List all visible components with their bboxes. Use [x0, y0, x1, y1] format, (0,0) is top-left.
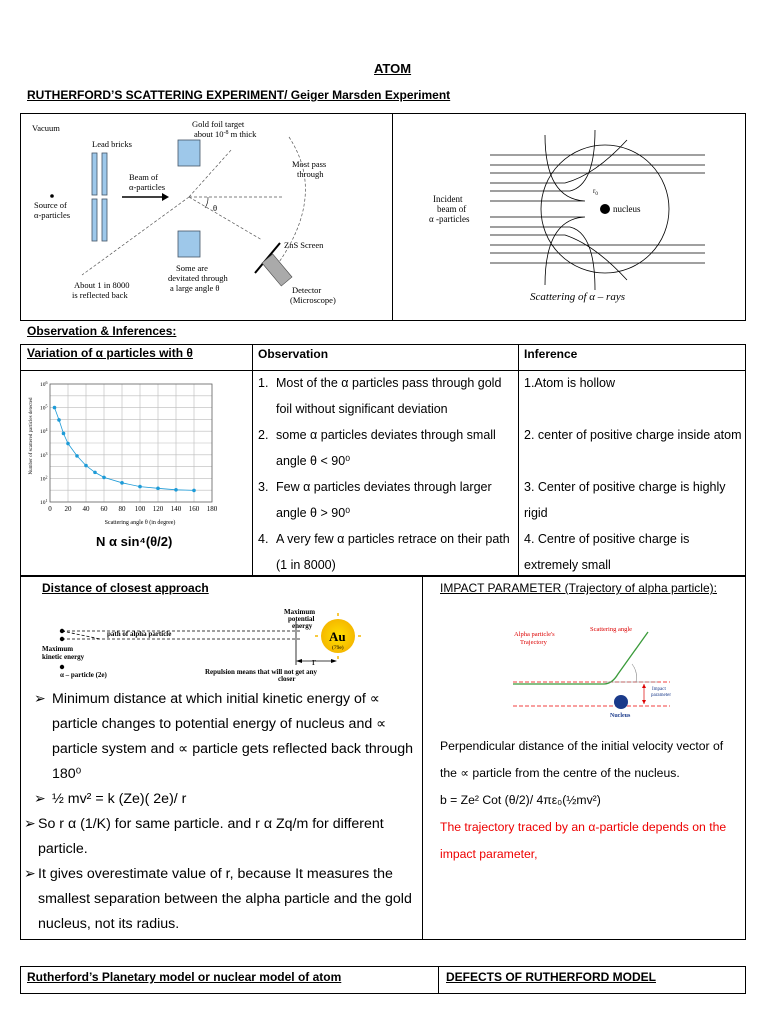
- closest-point-4: ➢ It gives overestimate value of r, because It measures the smallest separation between the alpha particle and the gold nucleus, not its radius.: [24, 866, 412, 932]
- observation-heading: Observation & Inferences:: [27, 324, 177, 338]
- section-heading: RUTHERFORD’S SCATTERING EXPERIMENT/ Geiger Marsden Experiment: [27, 88, 451, 102]
- chart-yticks: [40, 380, 48, 506]
- rutherford-model-heading: Rutherford’s Planetary model or nuclear model of atom: [27, 970, 342, 984]
- impact-formula: b = Ze² Cot (θ/2)/ 4πε₀(½mv²): [440, 793, 601, 807]
- closest-alpha-label: α – particle (2e): [60, 671, 107, 679]
- fig2-incident-2: beam of: [437, 204, 467, 214]
- svg-text:about 10-8 m thick: [194, 129, 257, 139]
- inference-item: 4. Centre of positive charge is extremely small: [524, 532, 690, 572]
- chart-point: [53, 406, 57, 410]
- closest-repulsion-2: closer: [278, 675, 296, 683]
- source-dot: [50, 194, 54, 198]
- chart-xtick-label: 120: [152, 505, 164, 513]
- chart-point: [120, 481, 124, 485]
- inference-item: 2. center of positive charge inside atom: [524, 428, 742, 442]
- fig2-nucleus: nucleus: [613, 204, 641, 214]
- chart-point: [66, 442, 70, 446]
- impact-heading: IMPACT PARAMETER (Trajectory of alpha particle):: [440, 581, 717, 595]
- impact-impact-2: parameter: [651, 693, 671, 698]
- chart-ytick-label: $10^1$: [40, 498, 48, 506]
- closest-r: r: [312, 656, 316, 668]
- closest-approach-figure: [40, 603, 418, 685]
- figure-divider: [392, 113, 393, 321]
- fig1-vacuum: Vacuum: [32, 123, 60, 133]
- fig1-source-1: Source of: [34, 200, 67, 210]
- closest-approach-heading: Distance of closest approach: [42, 581, 209, 595]
- observations-list: [258, 370, 514, 578]
- impact-traj-2: Trajectory: [520, 639, 547, 646]
- fig1-gold-foil-exp: -8: [223, 130, 229, 136]
- closest-text: [34, 687, 414, 812]
- fig1-about-2: is reflected back: [72, 290, 128, 300]
- observation-item: 4. A very few α particles retrace on their path (1 in 8000): [258, 532, 510, 572]
- chart-point: [62, 432, 66, 436]
- bottom-table-divider: [438, 966, 439, 994]
- chart-xtick-label: 20: [64, 505, 72, 513]
- rutherford-apparatus-figure: [22, 115, 390, 319]
- gold-foil-top: [178, 140, 200, 166]
- inference-item: 1.Atom is hollow: [524, 376, 616, 390]
- rutherford-defects-heading: DEFECTS OF RUTHERFORD MODEL: [446, 970, 656, 984]
- observation-item: 3. Few α particles deviates through larger angle θ > 90⁰: [258, 480, 492, 520]
- chart-xtick-label: 80: [118, 505, 126, 513]
- impact-text: [440, 733, 740, 868]
- chart-point: [156, 487, 160, 491]
- observation-item: 2. some α particles deviates through small angle θ < 90⁰: [258, 428, 496, 468]
- chart-point: [57, 418, 61, 422]
- fig1-about-1: About 1 in 8000: [74, 280, 130, 290]
- closest-max-pe-2: potential: [288, 615, 315, 623]
- impact-angle-label: Scattering angle: [590, 626, 633, 633]
- closest-max-pe-3: energy: [292, 622, 313, 630]
- impact-nucleus: [614, 695, 628, 709]
- fig2-incident-3: α -particles: [429, 214, 470, 224]
- chart-xtick-label: 180: [206, 505, 218, 513]
- chart-xtick-label: 60: [100, 505, 108, 513]
- chart-xtick-label: 0: [48, 505, 52, 513]
- chart-point: [102, 476, 106, 480]
- fig1-some-1: Some are: [176, 263, 208, 273]
- fig1-gold-foil-2: about 10: [194, 129, 224, 139]
- fig1-some-2: devitated through: [168, 273, 228, 283]
- chart-xtick-label: 140: [170, 505, 182, 513]
- fig1-beam-1: Beam of: [129, 172, 159, 182]
- fig2-r0-sub: 0: [595, 192, 598, 197]
- scattering-chart: [22, 374, 247, 526]
- chart-xlabel: Scattering angle θ (in degree): [104, 520, 176, 526]
- closest-repulsion-1: Repulsion means that will not get any: [205, 668, 318, 676]
- table-col1-header: Variation of α particles with θ: [27, 346, 193, 360]
- chart-point: [93, 471, 97, 475]
- chart-point: [75, 454, 79, 458]
- closest-impact-divider: [422, 576, 423, 940]
- closest-max-ke-1: Maximum: [42, 645, 74, 653]
- fig1-theta: θ: [213, 203, 218, 213]
- nucleus-dot: [600, 204, 610, 214]
- chart-xtick-label: 160: [188, 505, 200, 513]
- closest-max-pe-1: Maximum: [284, 608, 316, 616]
- chart-ytick-label: $10^4$: [40, 427, 48, 436]
- impact-note: The trajectory traced by an α-particle depends on the impact parameter,: [440, 820, 727, 861]
- chart-ytick-label: $10^2$: [40, 474, 48, 483]
- fig1-source-2: α-particles: [34, 210, 71, 220]
- chart-xticks: [48, 505, 218, 513]
- chart-ytick-label: $10^6$: [40, 380, 48, 388]
- chart-point: [174, 488, 178, 492]
- chart-xtick-label: 100: [134, 505, 146, 513]
- page-title: ATOM: [374, 61, 412, 76]
- closest-text-2: [24, 812, 416, 937]
- closest-point-2: ➢ ½ mv² = k (Ze)( 2e)/ r: [34, 791, 187, 807]
- closest-point-3: ➢ So r α (1/K) for same particle. and r α Zq/m for different particle.: [24, 816, 384, 857]
- inferences-list: [524, 370, 742, 578]
- impact-nucleus-label: Nucleus: [610, 713, 631, 719]
- svg-text:r0: [593, 187, 598, 197]
- chart-ylabel: Number of scattered particles detected: [29, 397, 34, 475]
- impact-parameter-figure: [508, 614, 678, 724]
- fig1-detector-1: Detector: [292, 285, 322, 295]
- gold-foil-bottom: [178, 231, 200, 257]
- fig1-gold-foil: Gold foil target: [192, 119, 245, 129]
- chart-point: [84, 464, 88, 468]
- chart-points: [53, 406, 196, 492]
- impact-impact-1: Impact: [652, 687, 666, 692]
- fig1-lead-bricks: Lead bricks: [92, 139, 132, 149]
- chart-point: [192, 489, 196, 493]
- table-col2-header: Observation: [258, 347, 329, 361]
- fig2-caption: Scattering of α – rays: [530, 291, 625, 303]
- fig1-some-3: a large angle θ: [170, 283, 220, 293]
- table-col-divider-2: [518, 344, 519, 576]
- observation-item: 1. Most of the α particles pass through gold foil without significant deviation: [258, 376, 502, 416]
- closest-au: Au: [329, 629, 346, 644]
- closest-max-ke-2: kinetic energy: [42, 653, 85, 661]
- closest-point-1: ➢ Minimum distance at which initial kinetic energy of ∝ particle changes to potential energy of nucleus and ∝ particle system and ∝ particle gets reflected back through 180⁰: [34, 691, 414, 782]
- chart-formula: N α sin⁴(θ/2): [96, 534, 173, 549]
- fig2-r0: r: [593, 187, 596, 195]
- fig2-incident-1: Incident: [433, 194, 463, 204]
- fig1-most-1: Most pass: [292, 159, 327, 169]
- table-col3-header: Inference: [524, 347, 578, 361]
- chart-curve: [55, 408, 195, 491]
- fig1-beam-2: α-particles: [129, 182, 166, 192]
- fig1-zns: ZnS Screen: [284, 240, 324, 250]
- fig1-most-2: through: [297, 169, 324, 179]
- closest-path-label: path of alpha particle: [107, 630, 172, 638]
- lead-bricks: [92, 153, 107, 241]
- impact-traj-1: Alpha particle's: [514, 631, 555, 638]
- impact-definition: Perpendicular distance of the initial velocity vector of the ∝ particle from the centre of the nucleus.: [440, 739, 724, 780]
- closest-au-sub: (79e): [332, 645, 344, 651]
- scattering-figure: [395, 115, 745, 319]
- chart-point: [138, 485, 142, 489]
- chart-ytick-label: $10^3$: [40, 450, 48, 459]
- inference-item: 3. Center of positive charge is highly rigid: [524, 480, 726, 520]
- table-col-divider-1: [252, 344, 253, 576]
- chart-ytick-label: $10^5$: [40, 403, 48, 412]
- fig1-detector-2: (Microscope): [290, 295, 336, 305]
- fig1-gold-foil-3: m thick: [228, 129, 257, 139]
- chart-xtick-label: 40: [82, 505, 90, 513]
